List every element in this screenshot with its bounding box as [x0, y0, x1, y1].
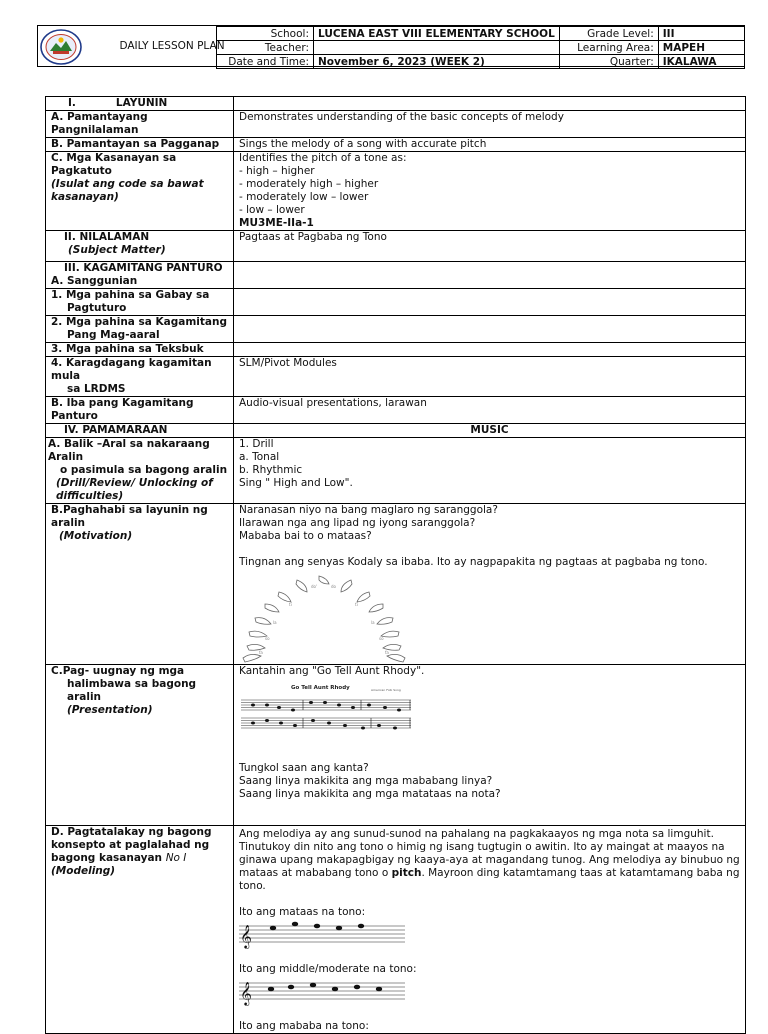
song-credit: American Folk Song: [371, 688, 401, 692]
svg-text:so: so: [265, 636, 270, 641]
high-tone-label: Ito ang mataas na tono:: [239, 906, 366, 918]
iba-pang-value: Audio-visual presentations, larawan: [234, 397, 746, 424]
row-lrdms: [46, 357, 746, 397]
row-kagamitan-heading: [46, 262, 746, 289]
lrdms-label: 4. Karagdagang kagamitan mula: [51, 357, 212, 382]
row-layunin-heading: [46, 97, 746, 111]
kasanayan-code: MU3ME-IIa-1: [239, 217, 314, 229]
balik-aral-label: A. Balik –Aral sa nakaraang Aralin: [48, 438, 210, 463]
date-value: November 6, 2023 (WEEK 2): [314, 55, 560, 69]
pagganap-value: Sings the melody of a song with accurate pitch: [234, 138, 746, 152]
row-pamamaraan-heading: [46, 424, 746, 438]
lrdms-label-2: sa LRDMS: [67, 383, 126, 395]
nilalaman-sub: (Subject Matter): [68, 244, 166, 256]
drill-line: Sing " High and Low".: [239, 477, 353, 489]
pamamaraan-label: IV. PAMAMARAAN: [46, 424, 234, 438]
svg-text:fa: fa: [259, 650, 263, 655]
mag-aaral-label-2: Pang Mag-aaral: [67, 329, 160, 341]
kasanayan-label: C. Mga Kasanayan sa Pagkatuto: [51, 152, 177, 177]
header-info-grid: [216, 26, 745, 69]
kasanayan-item: - moderately low – lower: [239, 191, 369, 203]
kasanayan-item: - low – lower: [239, 204, 305, 216]
area-value: MAPEH: [658, 41, 744, 55]
row-nilalaman: [46, 231, 746, 262]
kasanayan-item: - high – higher: [239, 165, 315, 177]
motivation-line: Ilarawan nga ang lipad ng iyong saranggola?: [239, 517, 476, 529]
svg-text:do': do': [311, 584, 318, 589]
song-question: Saang linya makikita ang mga matataas na nota?: [239, 788, 501, 800]
teksbuk-label: 3. Mga pahina sa Teksbuk: [46, 343, 234, 357]
paghahabi-label: B.Paghahabi sa layunin ng aralin: [51, 504, 208, 529]
balik-aral-label-2: o pasimula sa bagong aralin: [60, 464, 228, 476]
document-title: DAILY LESSON PLAN: [119, 40, 225, 52]
svg-text:fa: fa: [385, 650, 389, 655]
pag-uugnay-sub: (Presentation): [67, 704, 153, 716]
kasanayan-sub: (Isulat ang code sa bawat kasanayan): [51, 178, 204, 203]
pag-uugnay-label-2: halimbawa sa bagong aralin: [67, 678, 197, 703]
mag-aaral-label: 2. Mga pahina sa Kagamitang: [51, 316, 227, 328]
drill-line: a. Tonal: [239, 451, 280, 463]
motivation-line: Naranasan niyo na bang maglaro ng saranggola?: [239, 504, 498, 516]
kodaly-hand-signs-illustration: [239, 572, 409, 664]
pagtatalakay-sub: (Modeling): [51, 865, 116, 877]
svg-text:ti: ti: [355, 602, 358, 607]
row-gabay: [46, 289, 746, 316]
quarter-label: Quarter:: [559, 55, 658, 69]
row-pamantayan-pagganap: [46, 138, 746, 152]
row-pagtatalakay: [46, 826, 746, 1034]
teacher-label: Teacher:: [217, 41, 314, 55]
pagtatalakay-label-3: bagong kasanayan: [51, 852, 163, 864]
row-kagamitang-mag-aaral: [46, 316, 746, 343]
row-teksbuk: [46, 343, 746, 357]
pangnilalaman-label: A. Pamantayang Pangnilalaman: [46, 111, 234, 138]
layunin-heading: LAYUNIN: [115, 97, 168, 109]
pagtatalakay-label: D. Pagtatalakay ng bagong: [51, 826, 212, 838]
grade-label: Grade Level:: [559, 27, 658, 41]
header-block: [37, 25, 745, 67]
svg-text:so: so: [379, 636, 384, 641]
gabay-label-2: Pagtuturo: [67, 302, 127, 314]
balik-aral-sub: (Drill/Review/ Unlocking of difficulties): [56, 477, 213, 502]
row-paghahabi: [46, 504, 746, 665]
area-label: Learning Area:: [559, 41, 658, 55]
school-value: LUCENA EAST VIII ELEMENTARY SCHOOL: [314, 27, 560, 41]
pag-uugnay-label: C.Pag- uugnay ng mga: [51, 665, 185, 677]
grade-value: III: [658, 27, 744, 41]
motivation-line: Mababa bai to o mataas?: [239, 530, 372, 542]
gabay-label: 1. Mga pahina sa Gabay sa: [51, 289, 210, 301]
treble-clef-icon: 𝄞: [240, 981, 252, 1005]
school-label: School:: [217, 27, 314, 41]
music-label: MUSIC: [234, 424, 746, 438]
drill-line: 1. Drill: [239, 438, 274, 450]
song-question: Saang linya makikita ang mga mababang linya?: [239, 775, 493, 787]
nilalaman-value: Pagtaas at Pagbaba ng Tono: [234, 231, 746, 262]
nilalaman-label: II. NILALAMAN: [64, 231, 150, 243]
row-pag-uugnay: [46, 665, 746, 826]
row-pamantayang-pangnilalaman: [46, 111, 746, 138]
svg-text:ti: ti: [289, 602, 292, 607]
svg-text:la: la: [273, 620, 277, 625]
school-logo-icon: [40, 29, 82, 65]
lesson-table: [45, 96, 746, 1034]
row-kasanayan: [46, 152, 746, 231]
kagamitan-label: III. KAGAMITANG PANTURO: [64, 262, 223, 274]
svg-text:la: la: [371, 620, 375, 625]
melody-text-1: Ang melodiya ay ang sunud-sunod na pahalang na pagkakaayos ng mga nota sa limguhit. Tinutukoy din nito ang tono o himig ng isang tugtugin o awitin. Ito ay maingat at maayos na ginawa upang makapagbigay ng kaaya-aya at magandang tunog. Ang melodiya ay binubuo ng mataas at mababang tono o: [239, 828, 740, 879]
kodaly-instruction: Tingnan ang senyas Kodaly sa ibaba. Ito ay nagpapakita ng pagtaas at pagbaba ng tono.: [239, 556, 708, 568]
lrdms-value: SLM/Pivot Modules: [234, 357, 746, 397]
layunin-num: I.: [68, 97, 76, 109]
pitch-term: pitch: [391, 867, 422, 879]
kasanayan-item: - moderately high – higher: [239, 178, 379, 190]
treble-clef-icon: 𝄞: [240, 924, 252, 948]
song-sheet-music-illustration: [239, 678, 411, 736]
paghahabi-sub: (Motivation): [59, 530, 133, 542]
mid-tone-label: Ito ang middle/moderate na tono:: [239, 963, 417, 975]
pagtatalakay-label-2: konsepto at paglalahad ng: [51, 839, 210, 851]
song-instruction: Kantahin ang "Go Tell Aunt Rhody".: [239, 665, 425, 677]
mid-tone-staff-illustration: [239, 977, 405, 1007]
sanggunian-label: A. Sanggunian: [51, 275, 138, 287]
drill-line: b. Rhythmic: [239, 464, 303, 476]
song-question: Tungkol saan ang kanta?: [239, 762, 369, 774]
quarter-value: IKALAWA: [658, 55, 744, 69]
high-tone-staff-illustration: [239, 920, 405, 950]
pagganap-label: B. Pamantayan sa Pagganap: [46, 138, 234, 152]
song-title: Go Tell Aunt Rhody: [291, 685, 350, 691]
kasanayan-intro: Identifies the pitch of a tone as:: [239, 152, 407, 164]
iba-pang-label: B. Iba pang Kagamitang Panturo: [46, 397, 234, 424]
pangnilalaman-value: Demonstrates understanding of the basic concepts of melody: [234, 111, 746, 138]
svg-text:do: do: [331, 584, 336, 589]
melody-text-2: . Mayroon ding katamtamang taas at katamtamang baba ng tono.: [239, 867, 740, 892]
melody-paragraph: [239, 826, 740, 893]
low-tone-label: Ito ang mababa na tono:: [239, 1020, 369, 1032]
row-iba-pang-kagamitan: [46, 397, 746, 424]
teacher-value: [314, 41, 560, 55]
date-label: Date and Time:: [217, 55, 314, 69]
pagtatalakay-no: No I: [165, 852, 187, 864]
row-balik-aral: [46, 438, 746, 504]
